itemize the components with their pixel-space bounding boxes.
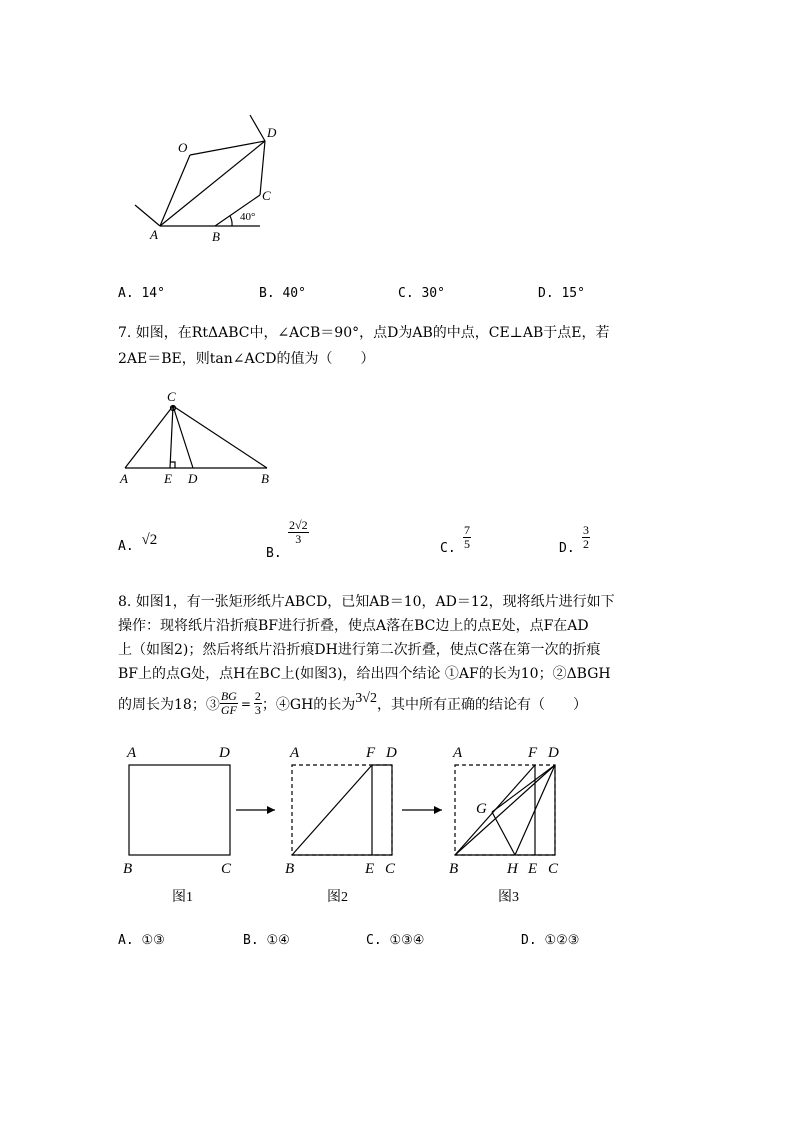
q8-frac-den: GF: [220, 703, 237, 717]
q8-fig3-label-g: G: [476, 801, 487, 817]
q8-fig3-caption: 图3: [498, 890, 519, 905]
q7-option-c-num: 7: [464, 523, 470, 537]
q8-fraction-bg-gf: [220, 690, 238, 717]
q8-equals: =: [240, 696, 251, 711]
q7-option-d-prefix: D.: [559, 541, 575, 556]
q8-option-c: C. ①③④: [366, 933, 425, 948]
q7-option-c-prefix: C.: [440, 541, 456, 556]
q7-label-e: E: [164, 471, 172, 486]
q8-fig3-bd: [455, 765, 555, 855]
q6-label-o: O: [178, 140, 188, 155]
q7-figure: [115, 388, 280, 488]
q6-angle-arc: [230, 216, 232, 226]
q8-fig1-label-c: C: [221, 861, 232, 877]
q6-option-b: B. 40°: [259, 286, 306, 301]
q8-fig2-label-a: A: [290, 745, 300, 761]
q7-option-d-den: 2: [583, 537, 589, 551]
q7-option-b-prefix: B.: [266, 546, 282, 561]
q8-frac2-den: 3: [254, 703, 261, 717]
q8-line-5-b: ；④GH的长为: [261, 696, 356, 713]
q6-label-d: D: [267, 125, 277, 140]
q8-fig3-gd: [492, 765, 555, 812]
q7-label-a: A: [120, 471, 128, 486]
q8-line-5-c: ，其中所有正确的结论有（ ）: [376, 696, 587, 713]
q8-fig3-label-h: H: [507, 861, 518, 877]
q6-segment-ao: [160, 155, 190, 226]
q8-fig2-label-c: C: [385, 861, 396, 877]
q8-arrow-1-head: [267, 806, 275, 814]
q7-label-c: C: [167, 389, 176, 404]
q8-option-a: A. ①③: [118, 933, 165, 948]
q7-segment-cd: [173, 406, 193, 468]
q6-segment-od: [190, 141, 265, 155]
q7-label-d: D: [188, 471, 198, 486]
q6-figure: [120, 110, 290, 250]
q6-label-a: A: [150, 227, 158, 242]
q8-fig2-label-b: B: [285, 861, 295, 877]
q7-line-2: 2AE＝BE，则tan∠ACD的值为（ ）: [118, 351, 375, 367]
q6-label-b: B: [212, 229, 220, 244]
q8-line-2: 操作：现将纸片沿折痕BF进行折叠，使点A落在BC边上的点E处，点F在AD: [118, 618, 589, 634]
q7-segment-cb: [173, 406, 267, 468]
q8-frac-num: BG: [220, 689, 237, 703]
q6-option-a: A. 14°: [118, 286, 165, 301]
q8-fig2-label-f: F: [366, 745, 376, 761]
q8-figures: [115, 738, 585, 908]
q7-option-c-frac: [463, 524, 471, 551]
q7-line-1: 7. 如图，在RtΔABC中，∠ACB＝90°，点D为AB的中点，CE⊥AB于点E，若: [118, 325, 610, 341]
q8-root: 3√2: [355, 690, 377, 706]
q7-option-b-den: 3: [295, 532, 302, 546]
q7-option-b-num: 2√2: [289, 518, 308, 532]
q8-fig1-rect: [129, 765, 230, 855]
q7-option-b-frac: [288, 519, 309, 546]
q8-option-d: D. ①②③: [521, 933, 580, 948]
q8-arrow-2-head: [434, 806, 442, 814]
q8-fig2-dashed-rect: [292, 765, 392, 855]
q8-line-1: 8. 如图1，有一张矩形纸片ABCD，已知AB＝10，AD＝12，现将纸片进行如下: [118, 594, 615, 610]
q8-frac2-num: 2: [254, 689, 261, 703]
q8-fig1-label-d: D: [219, 745, 230, 761]
q7-segment-ce: [170, 406, 173, 468]
q8-fig1-caption: 图1: [172, 890, 193, 905]
q6-extension-top: [250, 115, 265, 141]
q7-option-c-den: 5: [464, 537, 470, 551]
q8-fig3-gh: [492, 812, 515, 855]
q8-fraction-2-3: [254, 690, 262, 717]
q7-option-d-num: 3: [583, 523, 589, 537]
q8-line-5-a: 的周长为18；③: [118, 696, 220, 713]
q6-angle-label: 40°: [240, 211, 256, 223]
q6-label-c: C: [262, 188, 271, 203]
q8-fig3-label-a: A: [453, 745, 463, 761]
q6-option-c: C. 30°: [398, 286, 445, 301]
q8-fig3-label-f: F: [528, 745, 538, 761]
q7-segment-ac: [125, 406, 173, 468]
q8-fig1-label-a: A: [127, 745, 137, 761]
q8-fig3-label-d: D: [548, 745, 559, 761]
q6-option-d: D. 15°: [538, 286, 585, 301]
q7-label-b: B: [261, 471, 269, 486]
q8-fig2-label-e: E: [365, 861, 375, 877]
q8-fig1-label-b: B: [123, 861, 133, 877]
q8-fig2-bf: [292, 765, 372, 855]
q8-fig2-label-d: D: [386, 745, 397, 761]
q8-line-4: BF上的点G处，点H在BC上(如图3)，给出四个结论 ①AF的长为10；②ΔBGH: [118, 666, 611, 682]
q8-line-3: 上（如图2)；然后将纸片沿折痕DH进行第二次折叠，使点C落在第一次的折痕: [118, 642, 601, 658]
q7-option-a: [118, 532, 158, 555]
q8-fig3-label-c: C: [548, 861, 559, 877]
q7-option-a-value: √2: [141, 532, 158, 548]
q8-option-b: B. ①④: [243, 933, 290, 948]
q7-option-d-frac: [582, 524, 590, 551]
q6-segment-dc: [260, 141, 265, 195]
q8-fig3-label-e: E: [528, 861, 538, 877]
q6-extension-left: [135, 205, 160, 226]
q7-option-a-prefix: A.: [118, 539, 134, 554]
q8-line-5: [118, 690, 587, 717]
q8-fig2-caption: 图2: [327, 890, 348, 905]
q8-fig3-label-b: B: [449, 861, 459, 877]
